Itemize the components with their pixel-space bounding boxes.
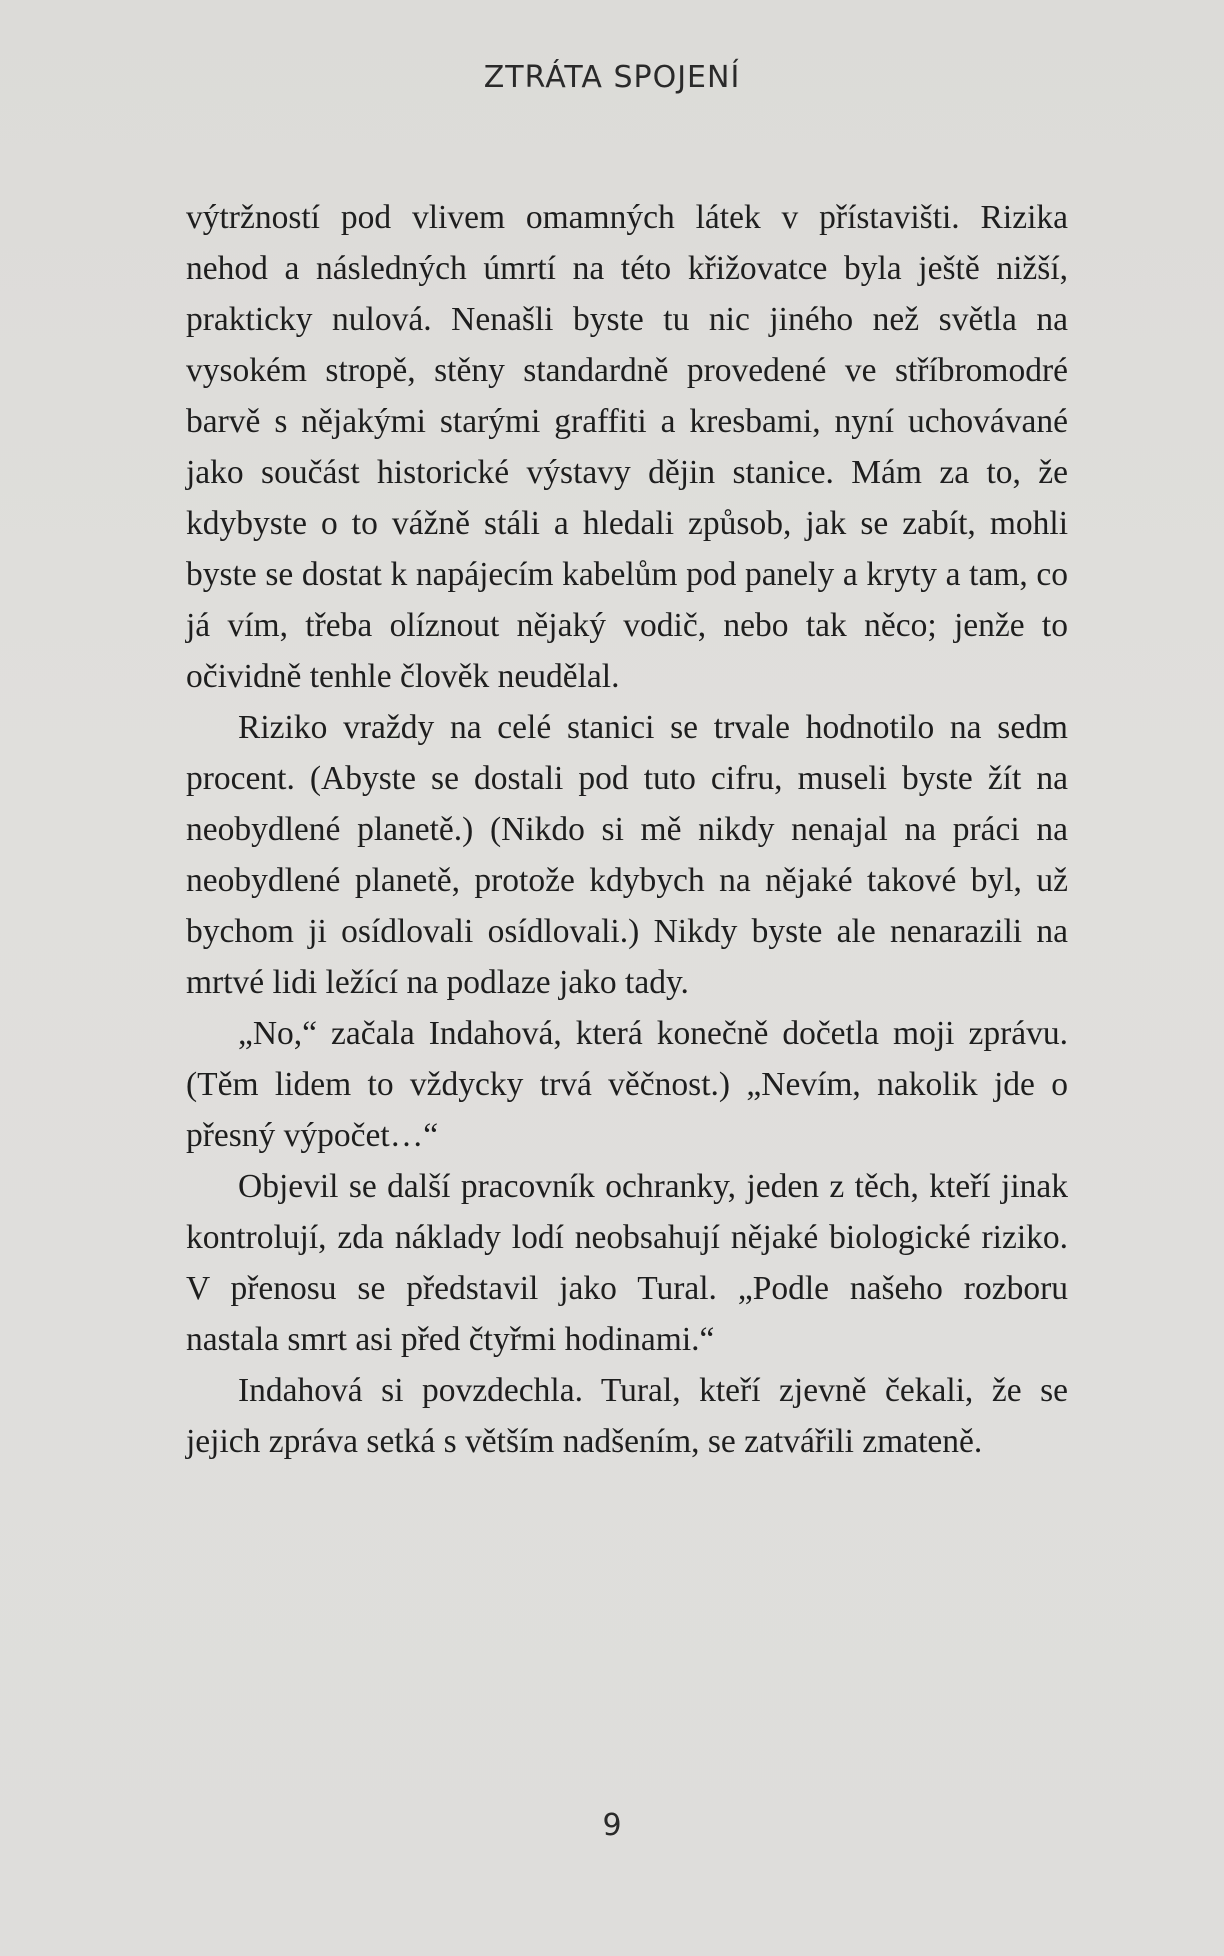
paragraph: Objevil se další pracovník ochranky, jeden z těch, kteří jinak kontrolují, zda náklady lodí neobsahují nějaké biologické riziko. V přenosu se představil jako Tural. „Podle našeho rozboru nastala smrt asi před čtyřmi hodinami.“: [186, 1168, 1068, 1358]
running-header: ZTRÁTA SPOJENÍ: [483, 60, 741, 95]
paragraph: „No,“ začala Indahová, která konečně dočetla moji zprávu. (Těm lidem to vždycky trvá věčnost.) „Nevím, nakolik jde o přesný výpočet…“: [186, 1015, 1068, 1154]
page-number: 9: [602, 1808, 622, 1843]
paragraph: Riziko vraždy na celé stanici se trvale hodnotilo na sedm procent. (Abyste se dostali pod tuto cifru, museli byste žít na neobydlené planetě.) (Nikdo si mě nikdy nenajal na práci na neobydlené planetě, protože kdybych na nějaké takové byl, už bychom ji osídlovali osídlovali.) Nikdy byste ale nenarazili na mrtvé lidi ležící na podlaze jako tady.: [186, 709, 1068, 1001]
paragraph: výtržností pod vlivem omamných látek v přístavišti. Rizika nehod a následných úmrtí na této křižovatce byla ještě nižší, prakticky nulová. Nenašli byste tu nic jiného než světla na vysokém stropě, stěny standardně provedené ve stříbromodré barvě s nějakými starými graffiti a kresbami, nyní uchovávané jako součást historické výstavy dějin stanice. Mám za to, že kdybyste o to vážně stáli a hledali způsob, jak se zabít, mohli byste se dostat k napájecím kabelům pod panely a kryty a tam, co já vím, třeba olíznout nějaký vodič, nebo tak něco; jenže to očividně tenhle člověk neudělal.: [186, 199, 1068, 695]
paragraph: Indahová si povzdechla. Tural, kteří zjevně čekali, že se jejich zpráva setká s větším nadšením, se zatvářili zmateně.: [186, 1372, 1068, 1460]
body-text: [186, 192, 1068, 1467]
